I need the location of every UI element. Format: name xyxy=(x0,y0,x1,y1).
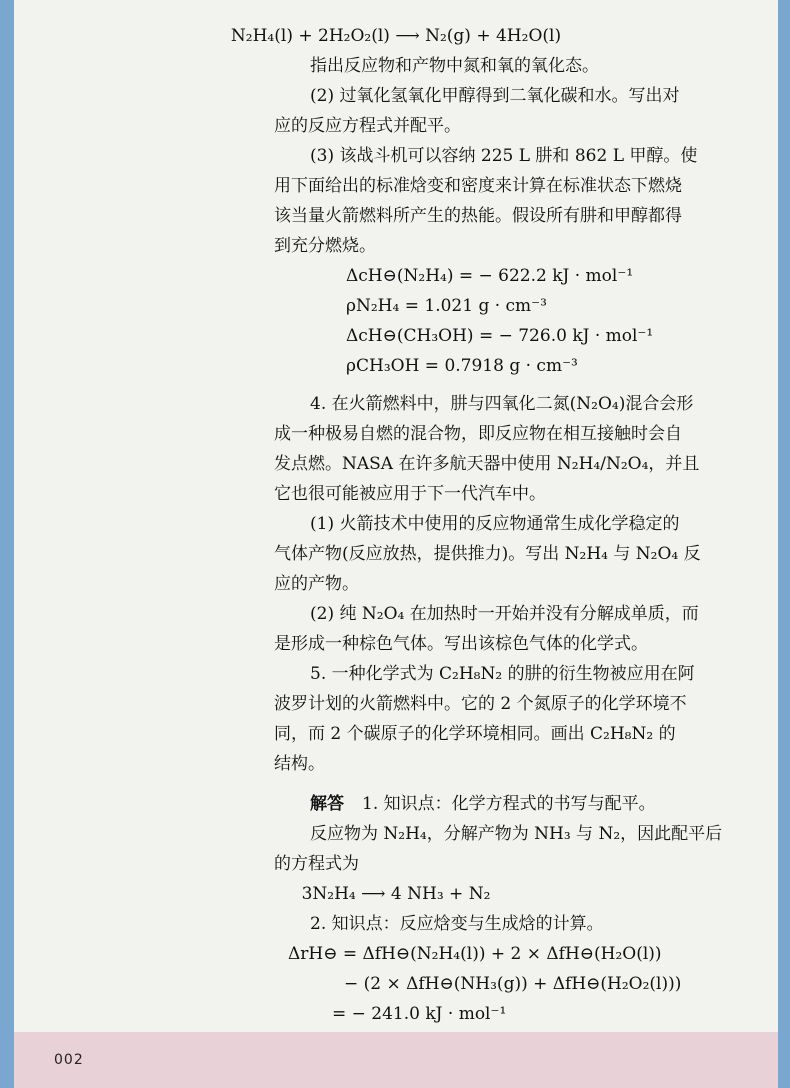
text-line: 该当量火箭燃料所产生的热能。假设所有肼和甲醇都得 xyxy=(274,206,682,226)
text-line: 它也很可能被应用于下一代汽车中。 xyxy=(274,484,546,504)
text-line: 2. 知识点：反应焓变与生成焓的计算。 xyxy=(310,914,604,934)
footer-band xyxy=(14,1032,778,1088)
formula-line: − (2 × ΔfH⊖(NH₃(g)) + ΔfH⊖(H₂O₂(l))) xyxy=(344,974,682,994)
page-number: 002 xyxy=(54,1052,84,1068)
text-line: 波罗计划的火箭燃料中。它的 2 个氮原子的化学环境不 xyxy=(274,694,687,714)
text-line: 4. 在火箭燃料中，肼与四氧化二氮(N₂O₄)混合会形 xyxy=(310,394,694,414)
text-line: 1. 知识点：化学方程式的书写与配平。 xyxy=(362,794,656,814)
formula-line: ΔcH⊖(CH₃OH) = − 726.0 kJ · mol⁻¹ xyxy=(346,326,654,346)
text-line: 指出反应物和产物中氮和氧的氧化态。 xyxy=(310,56,599,76)
text-line: 反应物为 N₂H₄，分解产物为 NH₃ 与 N₂，因此配平后 xyxy=(310,824,723,844)
text-line: 结构。 xyxy=(274,754,325,774)
text-line: 用下面给出的标准焓变和密度来计算在标准状态下燃烧 xyxy=(274,176,682,196)
text-line: (3) 该战斗机可以容纳 225 L 肼和 862 L 甲醇。使 xyxy=(310,146,698,166)
formula-line: = − 241.0 kJ · mol⁻¹ xyxy=(332,1004,507,1024)
text-line: (2) 过氧化氢氧化甲醇得到二氧化碳和水。写出对 xyxy=(310,86,680,106)
text-line: 成一种极易自燃的混合物，即反应物在相互接触时会自 xyxy=(274,424,682,444)
text-line: 气体产物(反应放热，提供推力)。写出 N₂H₄ 与 N₂O₄ 反 xyxy=(274,544,701,564)
equation-line: N₂H₄(l) + 2H₂O₂(l) ⟶ N₂(g) + 4H₂O(l) xyxy=(230,26,562,46)
equation-line: 3N₂H₄ ⟶ 4 NH₃ + N₂ xyxy=(301,884,491,904)
formula-line: ρCH₃OH = 0.7918 g · cm⁻³ xyxy=(346,356,578,376)
text-line: 同，而 2 个碳原子的化学环境相同。画出 C₂H₈N₂ 的 xyxy=(274,724,676,744)
text-line: 应的产物。 xyxy=(274,574,359,594)
text-line: 到充分燃烧。 xyxy=(274,236,376,256)
text-line: 5. 一种化学式为 C₂H₈N₂ 的肼的衍生物被应用在阿 xyxy=(310,664,695,684)
formula-line: ρN₂H₄ = 1.021 g · cm⁻³ xyxy=(346,296,547,316)
text-line: 的方程式为 xyxy=(274,854,359,874)
text-line: (2) 纯 N₂O₄ 在加热时一开始并没有分解成单质，而 xyxy=(310,604,699,624)
text-line: 是形成一种棕色气体。写出该棕色气体的化学式。 xyxy=(274,634,648,654)
document-page xyxy=(14,0,778,1032)
formula-line: ΔcH⊖(N₂H₄) = − 622.2 kJ · mol⁻¹ xyxy=(346,266,634,286)
formula-line: ΔrH⊖ = ΔfH⊖(N₂H₄(l)) + 2 × ΔfH⊖(H₂O(l)) xyxy=(288,944,662,964)
text-line: (1) 火箭技术中使用的反应物通常生成化学稳定的 xyxy=(310,514,680,534)
text-line: 应的反应方程式并配平。 xyxy=(274,116,461,136)
text-line: 发点燃。NASA 在许多航天器中使用 N₂H₄/N₂O₄，并且 xyxy=(274,454,700,474)
answer-heading: 解答 xyxy=(310,794,344,814)
